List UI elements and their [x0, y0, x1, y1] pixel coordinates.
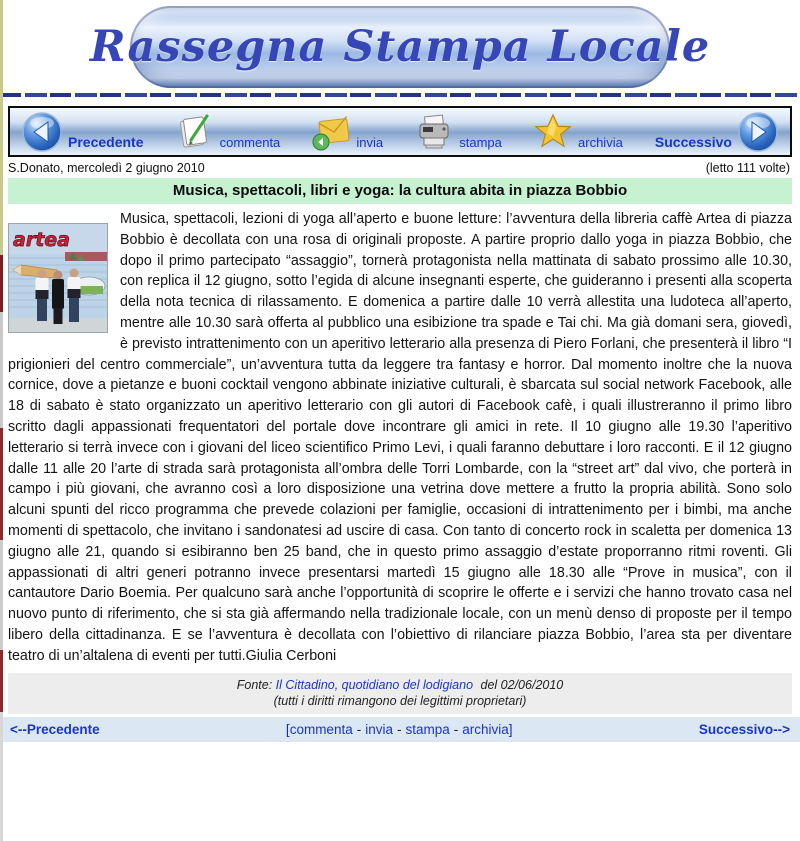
arrow-right-circle-icon	[738, 112, 778, 152]
bottom-nav	[0, 717, 800, 742]
arrow-left-circle-icon	[22, 112, 62, 152]
header	[0, 0, 800, 88]
next-label: Successivo	[654, 134, 732, 150]
article-text: Musica, spettacoli, lezioni di yoga all’aperto e buone letture: l’avventura della libreria caffè Artea di piazza Bobbio è decollata con una rosa di originali proposte. A partire proprio dallo yoga in piazza Bobbio, che dopo il primo partecipato “assaggio”, tornerà protagonista nella mattinata di sabato prossimo alle 10.30, con replica il 12 giugno, sotto l’egida di alcune insegnanti esperte, che guideranno i presenti alla scoperta della nota tecnica di rilassamento. E domenica a partire dalle 10 verrà allestita una ludoteca all’aperto, mentre alle 10.30 sarà offerta al pubblico una esibizione tra spade e Tai chi. Ma già domani sera, giovedì, è previsto intrattenimento con un aperitivo letterario alla presenza di Piero Forlani, che presenterà il libro “I prigionieri del centro commerciale”, un’avventura tutta da leggere tra fantasy e horror. Dal momento inoltre che la nuova cornice, dove a pietanze e buoni cocktail vengono abbinate iniziative culturali, è sbarcata sul social network Facebook, alle 18 di sabato è stato organizzato un aperitivo letterario con gli autori di Facebook cafè, i quali illustreranno il primo libro scritto dagli appassionati frequentatori del portale dove incontrare gli amici in rete. Il 10 giugno alle 19.30 l’aperitivo letterario si terrà invece con i giovani del liceo scientifico Primo Levi, i quali faranno debuttare i loro racconti. E il 12 giugno dalle 11 alle 20 l’arte di strada sarà protagonista all’ombra delle Torri Lombarde, con la “street art” dal vivo, che porterà in campo i più giovani, che avranno così a loro disposizione una vetrina dove mettere a frutto la propria abilità. Sono solo alcuni spunti del ricco programma che prevede colazioni per famiglie, occasioni di intrattenimento per i bimbi, ma anche momenti di spettacolo, che invitano i sandonatesi ad uscire di casa. Con tanto di concerto rock in scaletta per domenica 13 giugno alle 21, quando si esibiranno ben 25 band, che in questo primo assaggio d’estate proporranno ritmi roventi. Gli appassionati di altri generi potranno invece presentarsi martedì 15 giugno alle 18.30 alle “Prove in musica”, con il cantautore Dario Boemia. Per qualcuno sarà anche l’opportunità di scoprire le offerte e i servizi che hanno trovato casa nel nuovo punto di riferimento, che si sta già affermando nella tradizionale locale, con un menù denso di proposte per il tempo libero della cittadinanza. E se l’avventura è decollata con l’obiettivo di rilanciare piazza Bobbio, l’area sta per diventare teatro di un’altalena di eventi per tutti.Giulia Cerboni	[8, 211, 792, 664]
printer-icon	[415, 112, 453, 152]
bottom-send-link[interactable]: invia	[365, 721, 393, 737]
star-icon	[534, 112, 572, 152]
link-separator: -	[453, 721, 459, 737]
bottom-previous-link[interactable]: <--Precedente	[10, 721, 100, 737]
envelope-send-icon	[312, 112, 350, 152]
dateline: S.Donato, mercoledì 2 giugno 2010	[8, 161, 205, 175]
notepad-pencil-icon	[176, 112, 214, 152]
bottom-archive-link[interactable]: archivia	[462, 721, 509, 737]
frame-edge-stripe	[0, 0, 3, 841]
source-link[interactable]: Il Cittadino, quotidiano del lodigiano	[275, 677, 474, 692]
bottom-action-links	[286, 722, 513, 737]
bottom-comment-link[interactable]: commenta	[289, 721, 353, 737]
article-title: Musica, spettacoli, libri e yoga: la cultura abita in piazza Bobbio	[8, 178, 792, 204]
banner-separator	[0, 93, 800, 97]
bracket-open: [	[285, 721, 290, 737]
toolbar	[8, 106, 792, 157]
source-date: del 02/06/2010	[480, 677, 564, 692]
article-body	[8, 209, 792, 667]
print-label: stampa	[459, 135, 502, 150]
bottom-print-link[interactable]: stampa	[405, 721, 450, 737]
send-label: invia	[356, 135, 384, 150]
send-button[interactable]	[312, 112, 383, 155]
comment-label: commenta	[219, 135, 281, 150]
bottom-next-link[interactable]: Successivo-->	[698, 721, 790, 737]
source-box	[8, 673, 792, 714]
link-separator: -	[396, 721, 402, 737]
archive-button[interactable]	[534, 112, 623, 155]
photo-logo-text: artea	[13, 229, 70, 251]
bracket-close: ]	[508, 721, 513, 737]
photo-people	[36, 269, 81, 325]
site-title: Rassegna Stampa Locale	[89, 22, 711, 72]
source-line	[8, 677, 792, 693]
read-count: (letto 111 volte)	[705, 161, 790, 175]
previous-button[interactable]	[22, 112, 143, 155]
archive-label: archivia	[578, 135, 623, 150]
site-banner	[89, 6, 711, 88]
comment-button[interactable]	[176, 112, 281, 155]
print-button[interactable]	[415, 112, 502, 155]
meta-row	[8, 161, 790, 175]
next-button[interactable]	[655, 112, 778, 155]
article-photo	[8, 223, 108, 333]
previous-label: Precedente	[68, 134, 144, 150]
link-separator: -	[356, 721, 362, 737]
source-prefix: Fonte:	[236, 677, 273, 692]
source-rights: (tutti i diritti rimangono dei legittimi proprietari)	[273, 693, 527, 708]
